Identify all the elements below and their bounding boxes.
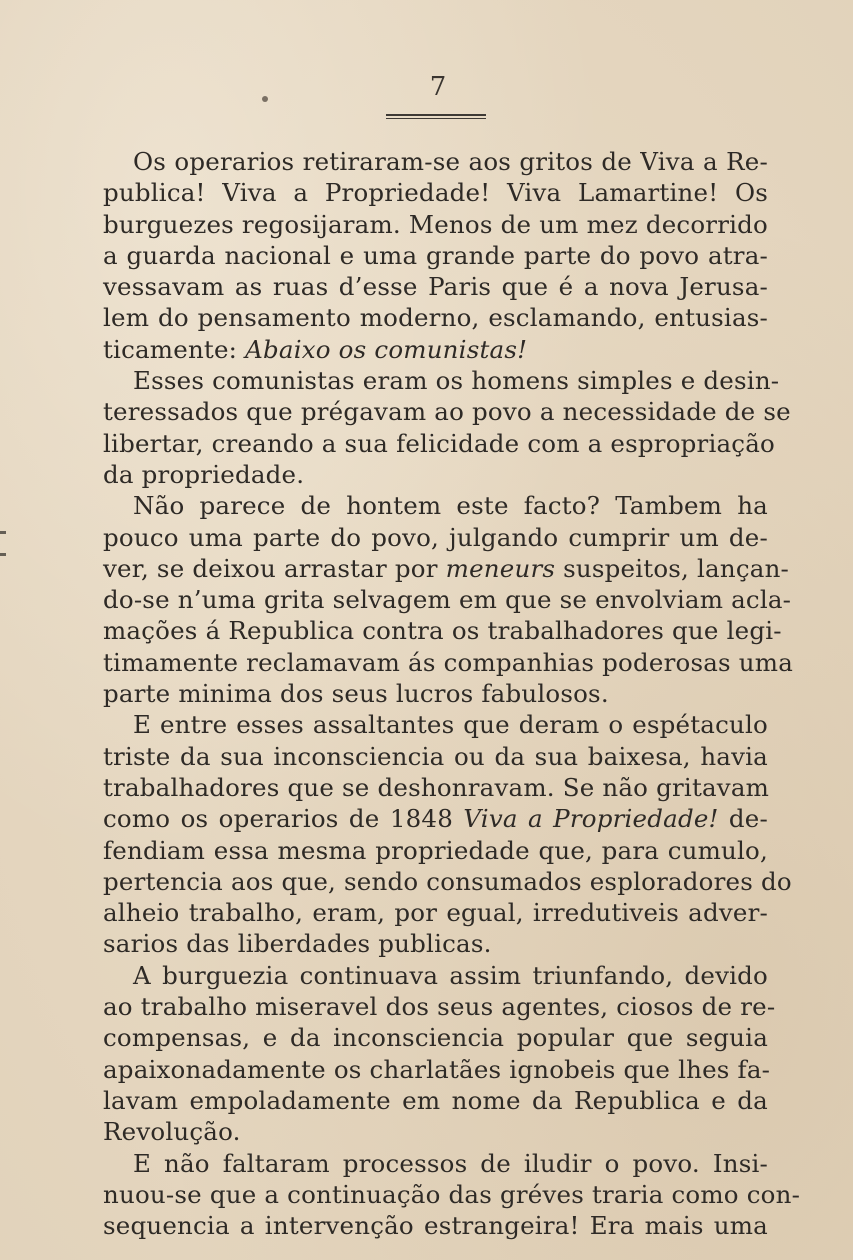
text-span: E entre esses assaltantes que deram o espétaculo (133, 710, 768, 740)
text-line (103, 428, 775, 459)
text-span: sequencia a intervenção estrangeira! Era mais uma (103, 1211, 768, 1241)
text-span: sarios das liberdades publicas. (103, 929, 492, 959)
text-line (103, 1116, 768, 1147)
text-line (103, 678, 768, 709)
text-line (103, 459, 768, 490)
text-span: pertencia aos que, sendo consumados esploradores do (103, 866, 792, 896)
text-span: nuou-se que a continuação das gréves traria como con- (103, 1179, 801, 1209)
text-span: fendiam essa mesma propriedade que, para cumulo, (103, 835, 768, 865)
text-line (103, 302, 768, 333)
text-line (103, 177, 768, 208)
text-line (103, 365, 780, 396)
text-span: pouco uma parte do povo, julgando cumprir um de- (103, 522, 768, 552)
text-line (103, 1210, 768, 1241)
body-text (103, 146, 801, 1241)
italic-text: Abaixo os comunistas! (245, 334, 528, 364)
text-line (103, 741, 768, 772)
italic-text: Viva a Propriedade! (463, 804, 719, 834)
text-span: do-se n’uma grita selvagem em que se envolviam acla- (103, 585, 792, 615)
text-span: lavam empoladamente em nome da Republica e da (103, 1085, 768, 1115)
text-span: timamente reclamavam ás companhias poderosas uma (103, 647, 794, 677)
page-number: 7 (429, 72, 447, 102)
text-span: de- (718, 804, 768, 834)
text-span: mações á Republica contra os trabalhadores que legi- (103, 616, 782, 646)
text-span: Esses comunistas eram os homens simples e desin- (133, 366, 780, 396)
text-span: da propriedade. (103, 459, 305, 489)
edge-mark (0, 553, 6, 556)
text-line (103, 866, 792, 897)
text-span: vessavam as ruas d’esse Paris que é a nova Jerusa- (103, 272, 768, 302)
text-line (103, 1022, 768, 1053)
text-line (103, 146, 768, 177)
text-line (103, 772, 768, 803)
text-span: triste da sua inconsciencia ou da sua baixesa, havia (103, 741, 768, 771)
text-line (103, 991, 776, 1022)
edge-mark (0, 531, 6, 534)
text-line (103, 647, 794, 678)
text-line (103, 584, 792, 615)
text-span: trabalhadores que se deshonravam. Se não gritavam (103, 772, 770, 802)
ink-smudge (262, 96, 268, 102)
text-line (103, 271, 768, 302)
text-line (103, 835, 768, 866)
text-line (103, 1179, 801, 1210)
text-span: teressados que prégavam ao povo a necessidade de se (103, 397, 791, 427)
text-span: Não parece de hontem este facto? Tambem ha (133, 491, 768, 521)
text-span: Os operarios retiraram-se aos gritos de Viva a Re- (133, 147, 768, 176)
text-line (103, 334, 768, 365)
text-line (103, 803, 768, 834)
text-line (103, 960, 768, 991)
text-line (103, 1054, 771, 1085)
text-line (103, 490, 768, 521)
text-span: Revolução. (103, 1117, 241, 1147)
text-span: como os operarios de 1848 (103, 804, 464, 834)
text-line (103, 928, 768, 959)
text-line (103, 522, 768, 553)
text-span: burguezes regosijaram. Menos de um mez decorrido (103, 209, 768, 239)
text-span: A burguezia continuava assim triunfando, devido (133, 960, 768, 990)
text-line (103, 553, 790, 584)
text-line (103, 1148, 768, 1179)
text-span: ao trabalho miseravel dos seus agentes, ciosos de re- (103, 992, 776, 1022)
text-line (103, 240, 768, 271)
text-span: libertar, creando a sua felicidade com a espropriação (103, 428, 775, 458)
text-line (103, 396, 791, 427)
text-line (103, 209, 768, 240)
text-span: compensas, e da inconsciencia popular que seguia (103, 1023, 768, 1053)
text-line (103, 709, 768, 740)
text-line (103, 615, 782, 646)
italic-text: meneurs (445, 553, 556, 583)
text-line (103, 1085, 768, 1116)
text-span: alheio trabalho, eram, por egual, irredutiveis adver- (103, 898, 768, 928)
page-number-rule (386, 114, 486, 119)
text-span: ver, se deixou arrastar por (103, 553, 446, 583)
text-line (103, 897, 768, 928)
text-span: apaixonadamente os charlatães ignobeis que lhes fa- (103, 1054, 771, 1084)
text-span: parte minima dos seus lucros fabulosos. (103, 679, 609, 709)
text-span: lem do pensamento moderno, esclamando, entusias- (103, 303, 768, 333)
text-span: suspeitos, lançan- (555, 553, 790, 583)
text-span: ticamente: (103, 334, 246, 364)
text-span: E não faltaram processos de iludir o povo. Insi- (133, 1148, 768, 1178)
text-span: a guarda nacional e uma grande parte do povo atra- (103, 240, 768, 270)
text-span: publica! Viva a Propriedade! Viva Lamartine! Os (103, 178, 768, 208)
